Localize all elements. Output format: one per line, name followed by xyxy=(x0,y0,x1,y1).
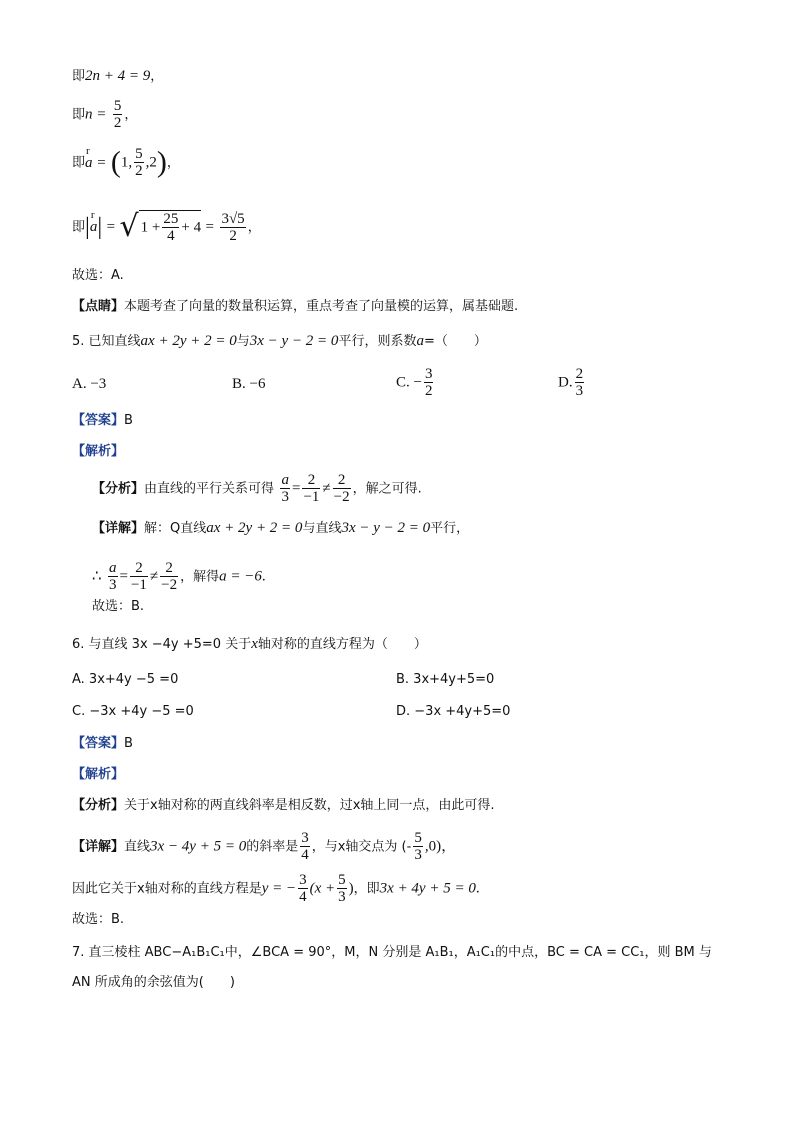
q5-select: 故选：B. xyxy=(92,599,145,614)
q7-stem-line-2: AN 所成角的余弦值为( ) xyxy=(72,975,235,990)
q5-option-a: A. −3 xyxy=(72,376,107,392)
q5-answer: 【答案】B xyxy=(72,413,133,428)
step-line-3: 即r a = (1, $\frac{5}{2}$ ,2)， xyxy=(72,146,180,179)
q6-analysis-tag: 【解析】 xyxy=(72,767,125,782)
q6-fenxi: 【分析】关于x轴对称的两直线斜率是相反数，过x轴上同一点，由此可得. xyxy=(72,798,495,813)
q5-xiangjie: 【详解】解：Q直线ax + 2y + 2 = 0与直线3x − y − 2 = 0平行， xyxy=(92,520,470,536)
q5-xiangjie-2: ∴ $\frac{a}{3}$ = $\frac{2}{-1}$ ≠ $\frac{2}{-2}$ ，解得a = −6. xyxy=(92,560,266,593)
q5-analysis-tag: 【解析】 xyxy=(72,444,125,459)
q7-stem-line-1: 7. 直三棱柱 ABC−A₁B₁C₁中，∠BCA = 90°，M，N 分别是 A₁B₁，A₁C₁的中点，BC = CA = CC₁，则 BM 与 xyxy=(72,945,712,960)
fraction: $\frac{3√5}{2}$ xyxy=(221,210,245,244)
select-line: 故选：A. xyxy=(72,268,124,283)
q6-answer: 【答案】B xyxy=(72,736,133,751)
equation: 2n + 4 = 9 xyxy=(85,68,151,84)
q5-fenxi: 【分析】由直线的平行关系可得 $\frac{a}{3}$ = $\frac{2}{-1}$ ≠ $\frac{2}{-2}$ ，解之可得. xyxy=(92,472,422,505)
q6-conclusion: 因此它关于x轴对称的直线方程是y = − $\frac{3}{4}$ (x + $\frac{5}{3}$ )，即3x + 4y + 5 = 0. xyxy=(72,872,480,905)
q6-option-c: C. −3x +4y −5 =0 xyxy=(72,704,194,719)
q6-select: 故选：B. xyxy=(72,912,125,927)
q6-option-a: A. 3x+4y −5 =0 xyxy=(72,672,179,687)
comment-line: 【点睛】本题考查了向量的数量积运算，重点考查了向量模的运算，属基础题. xyxy=(72,299,519,314)
step-line-2: 即n = $\frac{5}{2}$ ， xyxy=(72,98,138,131)
fraction: $\frac{5}{2}$ xyxy=(113,98,122,131)
q6-option-b: B. 3x+4y+5=0 xyxy=(396,672,495,687)
q5-option-d: D. $\frac{2}{3}$ xyxy=(558,366,584,399)
q5-stem: 5. 已知直线ax + 2y + 2 = 0与3x − y − 2 = 0平行，则系数a=（ ） xyxy=(72,333,487,349)
step-line-4: 即|r a| = √ 1 + $\frac{25}{4}$ + 4 = $\frac{3√5}{2}$ ， xyxy=(72,210,261,244)
step-line-1: 即2n + 4 = 9， xyxy=(72,68,164,84)
fraction: $\frac{5}{2}$ xyxy=(135,146,143,179)
q5-option-b: B. −6 xyxy=(232,376,266,392)
square-root: √ 1 + $\frac{25}{4}$ + 4 xyxy=(119,209,202,244)
q5-option-c: C. − $\frac{3}{2}$ xyxy=(396,366,433,399)
q6-option-d: D. −3x +4y+5=0 xyxy=(396,704,511,719)
q6-xiangjie: 【详解】直线3x − 4y + 5 = 0的斜率是 $\frac{3}{4}$ ，与x轴交点为 (- $\frac{5}{3}$ ,0)， xyxy=(72,830,457,863)
q6-stem: 6. 与直线 3x −4y +5=0 关于x轴对称的直线方程为（ ） xyxy=(72,636,427,652)
